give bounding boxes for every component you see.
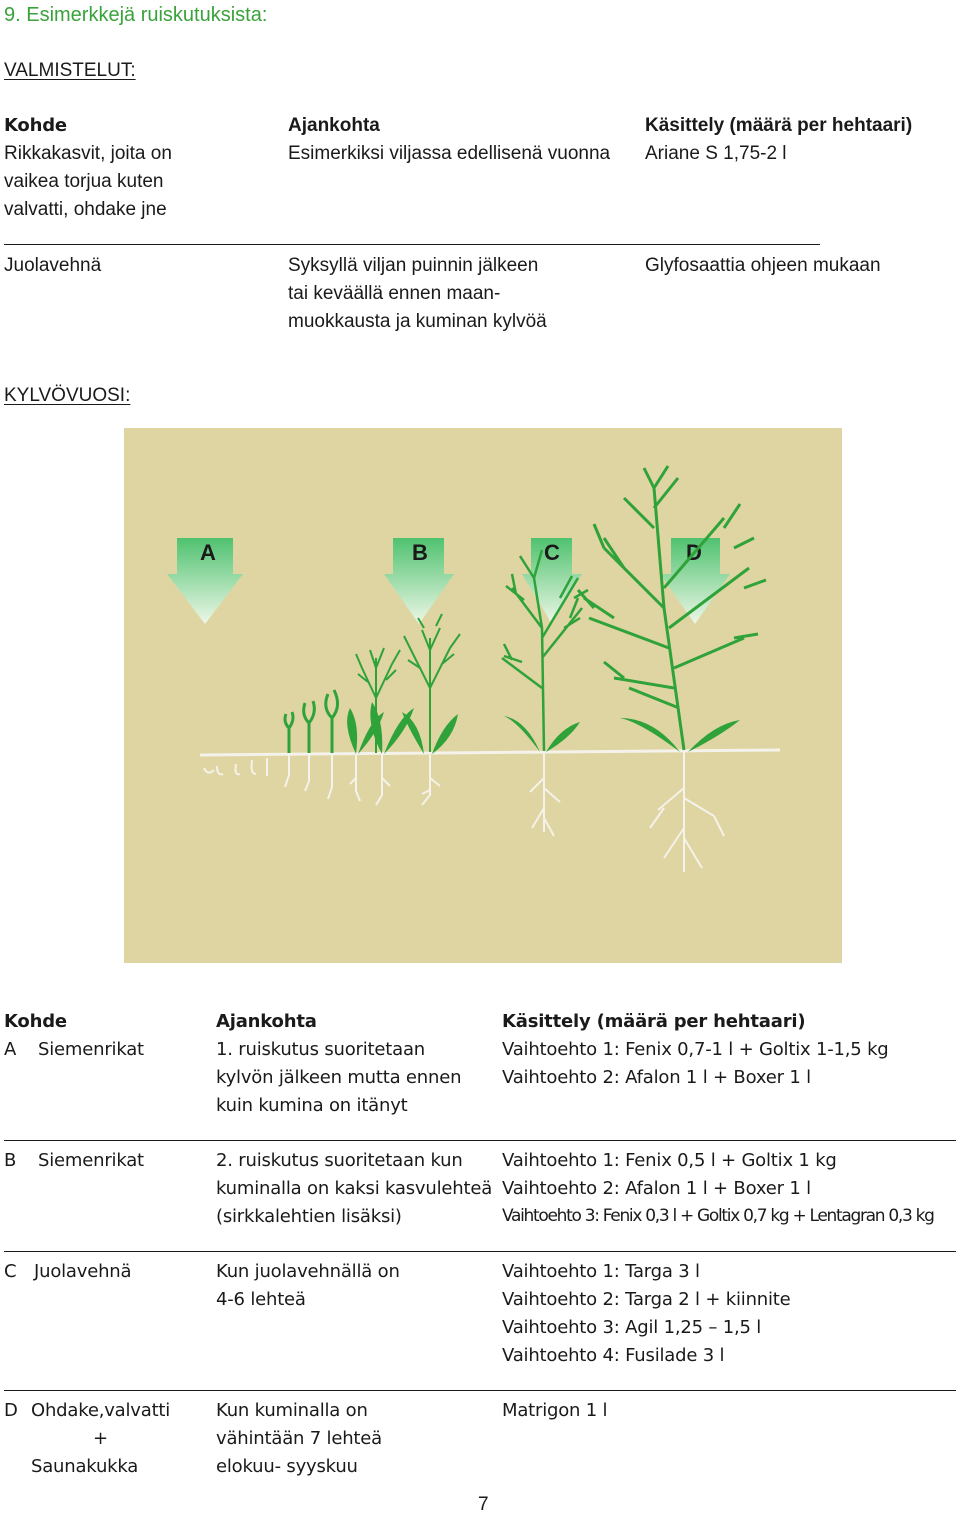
page-heading: 9. Esimerkkejä ruiskutuksista: — [4, 4, 268, 26]
row-b-kohde: Siemenrikat — [38, 1150, 144, 1171]
sow-header-kasittely: Käsittely (määrä per hehtaari) — [502, 1011, 806, 1032]
arrow-label-b: B — [412, 540, 428, 565]
row-c-kasittely-line3: Vaihtoehto 3: Agil 1,25 – 1,5 l — [502, 1317, 762, 1338]
section-sow-title: KYLVÖVUOSI: — [4, 385, 131, 406]
divider-a-b — [4, 1140, 956, 1141]
row-d-kohde-line1: Ohdake,valvatti — [31, 1400, 171, 1421]
row-c-kasittely-line1: Vaihtoehto 1: Targa 3 l — [502, 1261, 700, 1282]
row-c-ajankohta-line1: Kun juolavehnällä on — [216, 1261, 400, 1282]
row-a-ajankohta-line3: kuin kumina on itänyt — [216, 1095, 408, 1116]
row-b-kasittely-line1: Vaihtoehto 1: Fenix 0,5 l + Goltix 1 kg — [502, 1150, 837, 1171]
prep-row1-kohde-line1: Rikkakasvit, joita on — [4, 143, 172, 164]
prep-divider — [4, 244, 820, 245]
row-d-ajankohta-line2: vähintään 7 lehteä — [216, 1428, 382, 1449]
seedling-leaves — [347, 702, 414, 754]
soil-surface-line — [200, 750, 780, 755]
prep-row1-kohde-line3: valvatti, ohdake jne — [4, 199, 167, 220]
row-d-ajankohta-line1: Kun kuminalla on — [216, 1400, 368, 1421]
row-a-kasittely-line1: Vaihtoehto 1: Fenix 0,7-1 l + Goltix 1-1,5 kg — [502, 1039, 889, 1060]
prep-row1-kasittely: Ariane S 1,75-2 l — [645, 143, 787, 164]
prep-row2-ajankohta-line1: Syksyllä viljan puinnin jälkeen — [288, 255, 539, 276]
growth-stage-illustration — [124, 428, 842, 963]
section-prep-title: VALMISTELUT: — [4, 60, 136, 81]
plant-c-leaves — [504, 716, 580, 752]
row-c-letter: C — [4, 1261, 17, 1282]
prep-row2-ajankohta-line3: muokkausta ja kuminan kylvöä — [288, 311, 547, 332]
row-d-ajankohta-line3: elokuu- syyskuu — [216, 1456, 358, 1477]
plant-roots — [285, 752, 724, 872]
prep-header-kasittely: Käsittely (määrä per hehtaari) — [645, 115, 913, 136]
prep-row1-kohde-line2: vaikea torjua kuten — [4, 171, 164, 192]
prep-row1-ajankohta: Esimerkiksi viljassa edellisenä vuonna — [288, 143, 611, 164]
row-c-ajankohta-line2: 4-6 lehteä — [216, 1289, 306, 1310]
prep-row2-kasittely: Glyfosaattia ohjeen mukaan — [645, 255, 881, 276]
prep-header-kohde: Kohde — [4, 115, 67, 136]
page-number: 7 — [478, 1494, 489, 1515]
row-d-kasittely: Matrigon 1 l — [502, 1400, 608, 1421]
row-d-kohde-line3: Saunakukka — [31, 1456, 139, 1477]
row-a-ajankohta-line1: 1. ruiskutus suoritetaan — [216, 1039, 425, 1060]
row-b-kasittely-line3: Vaihtoehto 3: Fenix 0,3 l + Goltix 0,7 kg + Lentagran 0,3 kg — [502, 1206, 934, 1226]
prep-header-ajankohta: Ajankohta — [288, 115, 380, 136]
row-c-kasittely-line4: Vaihtoehto 4: Fusilade 3 l — [502, 1345, 725, 1366]
prep-row2-kohde: Juolavehnä — [4, 255, 102, 276]
row-b-ajankohta-line2: kuminalla on kaksi kasvulehteä — [216, 1178, 493, 1199]
row-a-ajankohta-line2: kylvön jälkeen mutta ennen — [216, 1067, 462, 1088]
arrow-label-c: C — [544, 540, 560, 565]
row-b-ajankohta-line3: (sirkkalehtien lisäksi) — [216, 1206, 402, 1227]
row-d-letter: D — [4, 1400, 18, 1421]
prep-row2-ajankohta-line2: tai keväällä ennen maan- — [288, 283, 501, 304]
seedlings-small — [285, 690, 338, 753]
plant-d — [578, 466, 766, 750]
divider-c-d — [4, 1390, 956, 1391]
growth-stage-diagram — [124, 428, 842, 963]
arrow-label-d: D — [686, 540, 702, 565]
row-a-kasittely-line2: Vaihtoehto 2: Afalon 1 l + Boxer 1 l — [502, 1067, 811, 1088]
row-c-kohde: Juolavehnä — [34, 1261, 132, 1282]
row-a-kohde: Siemenrikat — [38, 1039, 144, 1060]
sow-header-kohde: Kohde — [4, 1011, 67, 1032]
row-b-letter: B — [4, 1150, 17, 1171]
row-a-letter: A — [4, 1039, 17, 1060]
seed-stages — [204, 758, 267, 776]
row-c-kasittely-line2: Vaihtoehto 2: Targa 2 l + kiinnite — [502, 1289, 791, 1310]
divider-b-c — [4, 1251, 956, 1252]
row-b-ajankohta-line1: 2. ruiskutus suoritetaan kun — [216, 1150, 463, 1171]
arrow-label-a: A — [200, 540, 216, 565]
row-b-kasittely-line2: Vaihtoehto 2: Afalon 1 l + Boxer 1 l — [502, 1178, 811, 1199]
row-d-kohde-line2: + — [93, 1428, 108, 1449]
sow-header-ajankohta: Ajankohta — [216, 1011, 317, 1032]
